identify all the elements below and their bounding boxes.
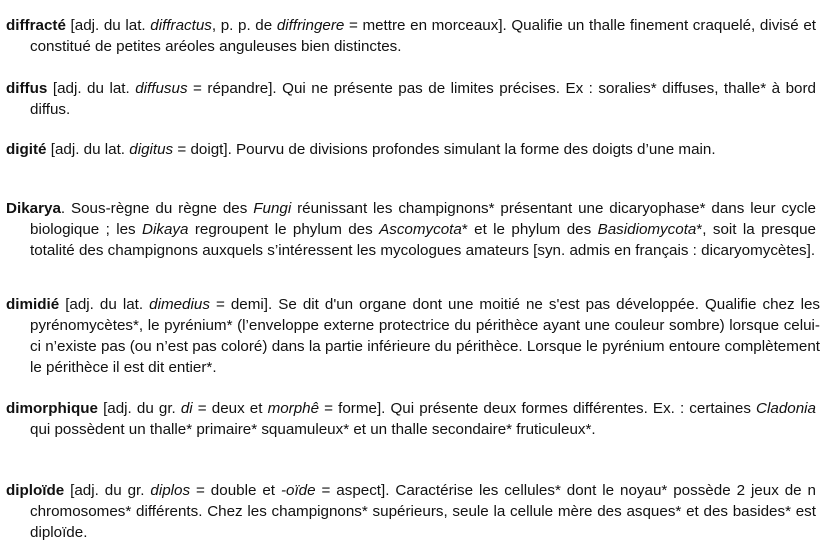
entry-text: *, soit la presque totalité des champignons auxquels s’intéressent les mycologues amateurs [syn. admis en français : dicaryomycètes]. — [30, 221, 816, 259]
glossary-entry-dimorphique — [6, 398, 816, 440]
entry-term: Dikarya — [6, 200, 61, 217]
entry-latin-term: Fungi — [253, 200, 292, 217]
entry-term: dimidié — [6, 296, 60, 313]
glossary-entry-digite — [6, 139, 816, 160]
glossary-entry-diploide — [6, 480, 816, 543]
entry-text: = doigt]. Pourvu de divisions profondes simulant la forme des doigts d’une main. — [173, 141, 716, 158]
entry-latin-term: dimedius — [149, 296, 210, 313]
entry-latin-term: Basidiomycota — [597, 221, 697, 238]
entry-text: = double et — [190, 482, 281, 499]
entry-text: [adj. du gr. — [97, 400, 181, 417]
entry-latin-term: di — [180, 400, 193, 417]
entry-term: digité — [6, 141, 47, 158]
entry-latin-term: Cladonia — [756, 400, 816, 417]
glossary-entry-diffus — [6, 78, 816, 120]
entry-text: réunissant les champignons* présentant une dicaryophase* dans leur cycle biologique ; les — [30, 200, 817, 238]
entry-term: diploïde — [6, 482, 65, 499]
entry-latin-term: digitus — [129, 141, 174, 158]
glossary-entry-dimidie — [6, 294, 820, 378]
entry-text: = deux et — [192, 400, 268, 417]
entry-text: , p. p. de — [211, 17, 277, 34]
entry-text: = aspect]. Caractérise les cellules* dont le noyau* possède 2 jeux de n chromosomes* différents. Chez les champignons* supérieurs, seule la cellule mère des asques* et des basides* est diploïde. — [30, 482, 816, 541]
glossary-entry-diffracte — [6, 15, 816, 57]
entry-text: * et le phylum des — [461, 221, 598, 238]
entry-text: [adj. du lat. — [46, 141, 130, 158]
entry-term: diffus — [6, 80, 48, 97]
entry-text: [adj. du gr. — [64, 482, 151, 499]
entry-text: regroupent le phylum des — [188, 221, 380, 238]
entry-text: = forme]. Qui présente deux formes différentes. Ex. : certaines — [319, 400, 757, 417]
entry-term: dimorphique — [6, 400, 98, 417]
entry-text: [adj. du lat. — [59, 296, 150, 313]
entry-latin-term: Ascomycota — [379, 221, 462, 238]
entry-text: . Sous-règne du règne des — [60, 200, 254, 217]
entry-text: qui possèdent un thalle* primaire* squamuleux* et un thalle secondaire* fruticuleux*. — [30, 421, 596, 438]
entry-text: [adj. du lat. — [47, 80, 136, 97]
entry-term: diffracté — [6, 17, 66, 34]
entry-latin-term: diplos — [150, 482, 191, 499]
entry-latin-term: diffractus — [150, 17, 212, 34]
entry-latin-term: diffringere — [276, 17, 345, 34]
entry-text: = demi]. Se dit d'un organe dont une moitié ne s'est pas développée. Qualifie chez les pyrénomycètes*, le pyrénium* (l’enveloppe externe protectrice du périthèce ayant une couleur sombre) lorsque celui-ci n’existe pas (ou n’est pas coloré) dans la partie inférieure du périthèce. Lorsque le pyrénium entoure complètement le périthèce il est dit entier*. — [30, 296, 820, 376]
entry-latin-term: diffusus — [135, 80, 188, 97]
entry-latin-term: -oïde — [280, 482, 316, 499]
entry-latin-term: morphê — [267, 400, 320, 417]
entry-text: [adj. du lat. — [65, 17, 151, 34]
entry-text: = répandre]. Qui ne présente pas de limites précises. Ex : soralies* diffuses, thalle* à bord diffus. — [30, 80, 816, 118]
entry-latin-term: Dikaya — [142, 221, 189, 238]
glossary-entry-dikarya — [6, 198, 816, 261]
entry-text: = mettre en morceaux]. Qualifie un thalle finement craquelé, divisé et constitué de petites aréoles anguleuses bien distinctes. — [30, 17, 816, 55]
